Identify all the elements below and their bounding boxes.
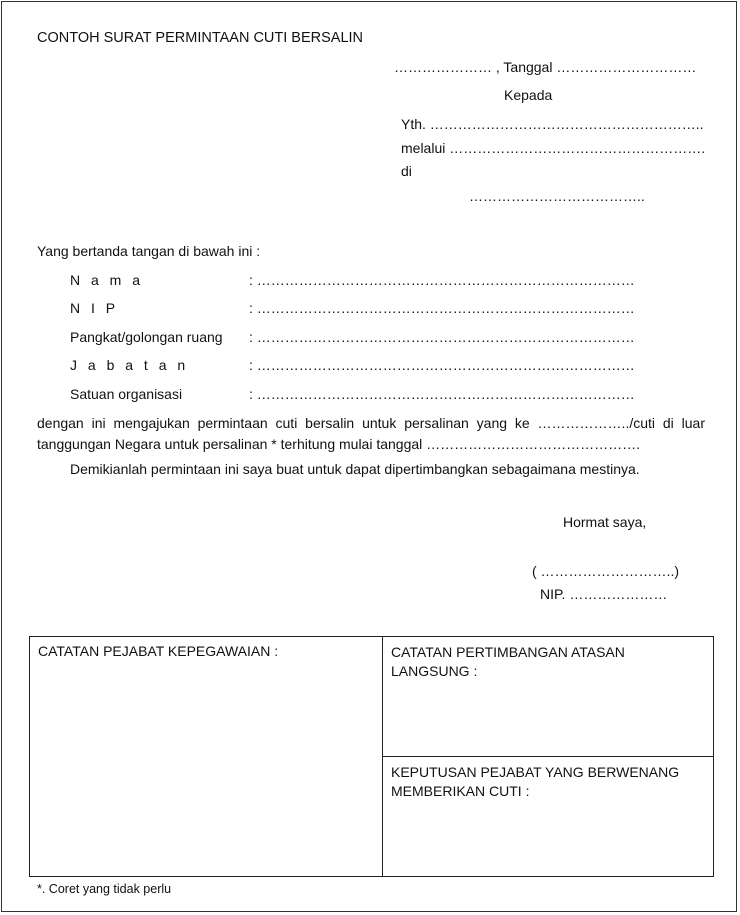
signature-name-line: ( ………………………..) — [532, 563, 679, 579]
field-value-nip: : ……………………………………………………………………… — [249, 300, 635, 316]
table-divider-horizontal — [382, 756, 714, 757]
field-value-satuan: : ……………………………………………………………………… — [249, 386, 635, 402]
location-line: ……………………………….. — [469, 188, 645, 204]
field-value-jabatan: : ……………………………………………………………………… — [249, 357, 635, 373]
field-label-nip: N I P — [70, 300, 119, 316]
cell-keputusan-pejabat-line1: KEPUTUSAN PEJABAT YANG BERWENANG — [391, 764, 680, 780]
footnote: *. Coret yang tidak perlu — [37, 882, 172, 896]
kepada-label: Kepada — [504, 87, 553, 103]
field-label-nama: N a m a — [70, 272, 144, 288]
cell-catatan-pertimbangan-line1: CATATAN PERTIMBANGAN ATASAN — [391, 644, 625, 660]
cell-catatan-kepegawaian — [38, 642, 278, 661]
closing-sentence: Demikianlah permintaan ini saya buat untuk dapat dipertimbangkan sebagaimana mestinya. — [70, 461, 640, 477]
field-label-jabatan: J a b a t a n — [70, 357, 189, 373]
body-paragraph: dengan ini mengajukan permintaan cuti bersalin untuk persalinan yang ke ………………../cuti di luar tanggungan Negara untuk persalinan * terhitung mulai tanggal ………………………………………. — [37, 415, 705, 452]
field-value-pangkat: : ……………………………………………………………………… — [249, 329, 635, 345]
field-label-satuan: Satuan organisasi — [70, 386, 183, 402]
cell-catatan-pertimbangan — [391, 643, 625, 681]
document-title: CONTOH SURAT PERMINTAAN CUTI BERSALIN — [37, 30, 364, 46]
field-value-nama: : ……………………………………………………………………… — [249, 272, 635, 288]
cell-catatan-pertimbangan-line2: LANGSUNG : — [391, 663, 478, 679]
signature-nip-line: NIP. ………………… — [540, 586, 668, 602]
cell-keputusan-pejabat — [391, 763, 679, 801]
recipient-line: Yth. ………………………………………………….. — [401, 116, 704, 132]
intro-text: Yang bertanda tangan di bawah ini : — [37, 243, 261, 259]
cell-keputusan-pejabat-line2: MEMBERIKAN CUTI : — [391, 783, 530, 799]
signature-greeting: Hormat saya, — [563, 514, 647, 530]
notes-table — [29, 636, 714, 877]
location-label: di — [401, 163, 412, 179]
via-line: melalui ………………………………………………. — [401, 140, 706, 156]
cell-catatan-kepegawaian-label: CATATAN PEJABAT KEPEGAWAIAN : — [38, 643, 279, 659]
field-label-pangkat: Pangkat/golongan ruang — [70, 329, 223, 345]
place-date-line: ………………… , Tanggal ………………………… — [394, 59, 697, 75]
